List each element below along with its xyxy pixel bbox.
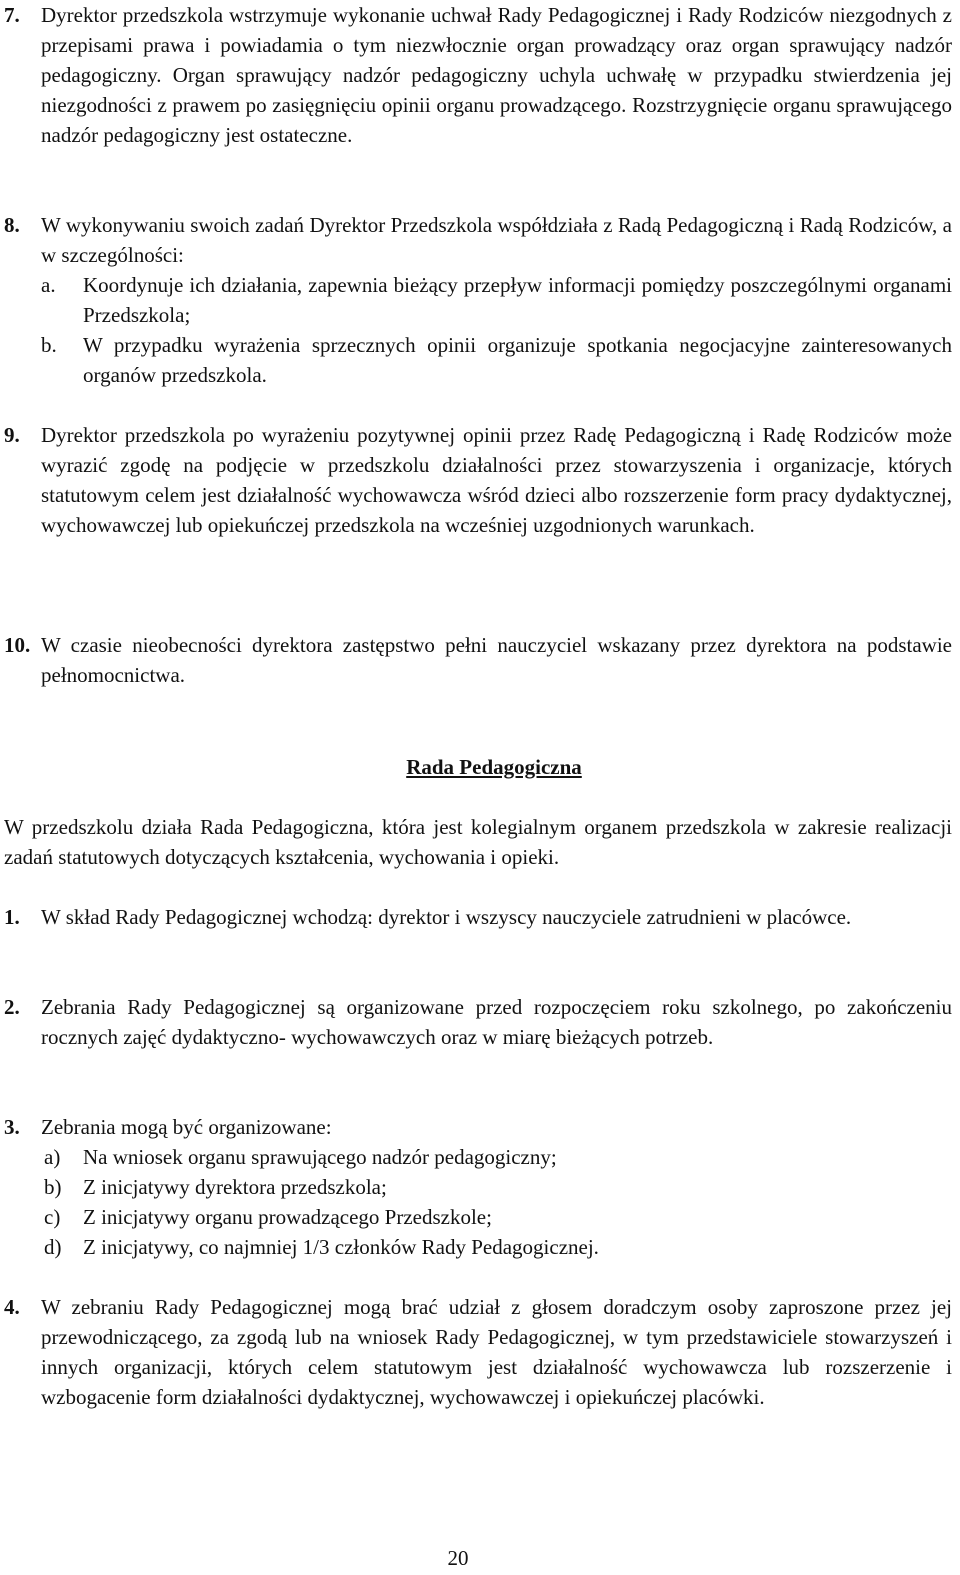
- sub-item-b: [4, 1172, 952, 1202]
- item-text: Zebrania Rady Pedagogicznej są organizowane przed rozpoczęciem roku szkolnego, po zakończeniu rocznych zajęć dydaktyczno- wychowawczych oraz w miarę bieżących potrzeb.: [41, 995, 952, 1049]
- sub-item-letter: a): [44, 1145, 61, 1169]
- sub-item-a: [4, 270, 952, 330]
- page-number: 20: [447, 1546, 469, 1570]
- item-number: 9.: [4, 423, 20, 447]
- list-item-2: [4, 992, 952, 1052]
- item-text: Dyrektor przedszkola wstrzymuje wykonanie uchwał Rady Pedagogicznej i Rady Rodziców niezgodnych z przepisami prawa i powiadamia o tym niezwłocznie organ prowadzący oraz organ sprawujący nadzór pedagogiczny. Organ sprawujący nadzór pedagogiczny uchyla uchwałę w przypadku stwierdzenia jej niezgodności z prawem po zasięgnięciu opinii organu prowadzącego. Rozstrzygnięcie organu sprawującego nadzór pedagogiczny jest ostateczne.: [41, 3, 952, 147]
- sub-item-text: W przypadku wyrażenia sprzecznych opinii organizuje spotkania negocjacyjne zainteresowanych organów przedszkola.: [83, 333, 952, 387]
- sub-item-text: Koordynuje ich działania, zapewnia bieżący przepływ informacji pomiędzy poszczególnymi organami Przedszkola;: [83, 273, 952, 327]
- list-item-4: [4, 1292, 952, 1412]
- item-number: 2.: [4, 995, 20, 1019]
- sub-item-text: Z inicjatywy, co najmniej 1/3 członków Rady Pedagogicznej.: [83, 1235, 599, 1259]
- list-item-7: [4, 0, 952, 150]
- sub-item-b: [4, 330, 952, 390]
- sub-item-text: Na wniosek organu sprawującego nadzór pedagogiczny;: [83, 1145, 557, 1169]
- item-number: 8.: [4, 213, 20, 237]
- item-text: Zebrania mogą być organizowane:: [41, 1115, 332, 1139]
- section-heading-text: Rada Pedagogiczna: [406, 755, 582, 779]
- intro-paragraph: W przedszkolu działa Rada Pedagogiczna, która jest kolegialnym organem przedszkola w zakresie realizacji zadań statutowych dotyczących kształcenia, wychowania i opieki.: [4, 815, 952, 869]
- sub-item-text: Z inicjatywy organu prowadzącego Przedszkole;: [83, 1205, 492, 1229]
- list-item-1: [4, 902, 952, 932]
- sub-item-text: Z inicjatywy dyrektora przedszkola;: [83, 1175, 387, 1199]
- sub-item-letter: d): [44, 1235, 62, 1259]
- sub-item-d: [4, 1232, 952, 1262]
- item-text: W czasie nieobecności dyrektora zastępstwo pełni nauczyciel wskazany przez dyrektora na podstawie pełnomocnictwa.: [41, 633, 952, 687]
- list-item-3: [4, 1112, 952, 1262]
- item-number: 4.: [4, 1295, 20, 1319]
- item-text: W zebraniu Rady Pedagogicznej mogą brać udział z głosem doradczym osoby zaproszone przez jej przewodniczącego, za zgodą lub na wniosek Rady Pedagogicznej, w tym przedstawiciele stowarzyszeń i innych organizacji, których celem statutowym jest działalność wychowawcza lub rozszerzenie i wzbogacenie form działalności dydaktycznej, wychowawczej i opiekuńczej placówki.: [41, 1295, 952, 1409]
- list-item-9: [4, 420, 952, 540]
- sub-item-letter: b): [44, 1175, 62, 1199]
- item-number: 1.: [4, 905, 20, 929]
- list-item-8: [4, 210, 952, 390]
- item-text: Dyrektor przedszkola po wyrażeniu pozytywnej opinii przez Radę Pedagogiczną i Radę Rodziców może wyrazić zgodę na podjęcie w przedszkolu działalności przez stowarzyszenia i organizacje, których statutowym celem jest działalność wychowawcza wśród dzieci albo rozszerzenie form pracy dydaktycznej, wychowawczej lub opiekuńczej przedszkola na wcześniej uzgodnionych warunkach.: [41, 423, 952, 537]
- item-number: 7.: [4, 3, 20, 27]
- sub-item-letter: a.: [41, 273, 56, 297]
- sub-item-a: [4, 1142, 952, 1172]
- item-number: 10.: [4, 633, 31, 657]
- sub-item-letter: b.: [41, 333, 57, 357]
- item-number: 3.: [4, 1115, 20, 1139]
- item-text: W wykonywaniu swoich zadań Dyrektor Przedszkola współdziała z Radą Pedagogiczną i Radą Rodziców, a w szczególności:: [41, 213, 952, 267]
- item-text: W skład Rady Pedagogicznej wchodzą: dyrektor i wszyscy nauczyciele zatrudnieni w placówce.: [41, 905, 852, 929]
- section-heading: [0, 752, 960, 782]
- sub-item-letter: c): [44, 1205, 61, 1229]
- sub-item-c: [4, 1202, 952, 1232]
- list-item-10: [4, 630, 952, 690]
